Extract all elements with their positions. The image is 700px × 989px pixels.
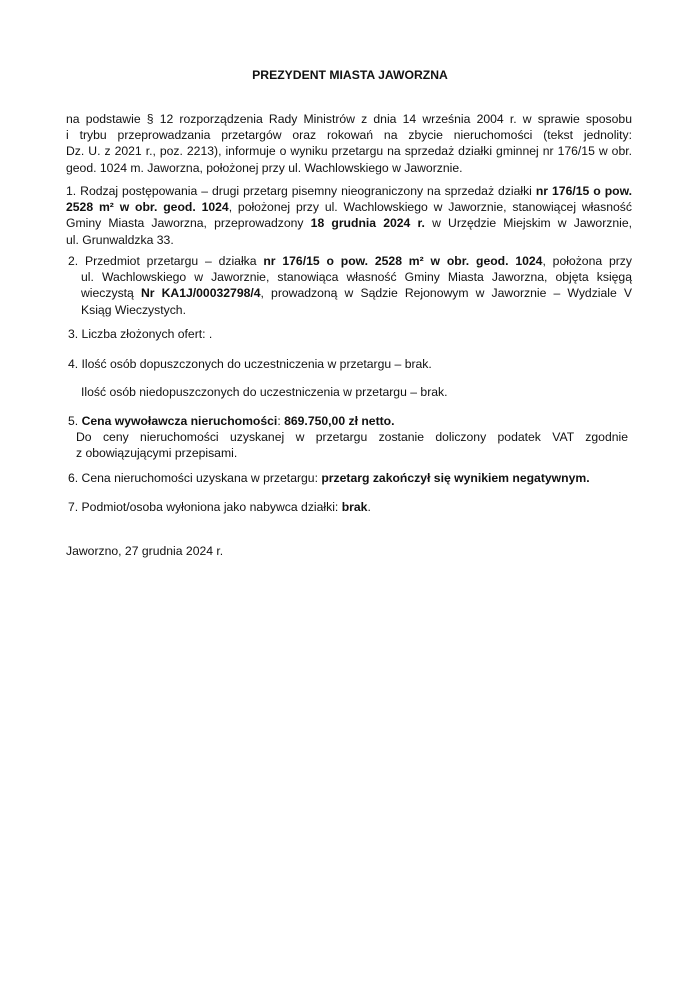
- intro-line-4: geod. 1024 m. Jaworzna, położonej przy ul. Wachlowskiego w Jaworznie.: [66, 160, 463, 175]
- item-1-text: w Urzędzie Miejskim w Jaworznie,: [424, 216, 632, 231]
- item-1-line-1: [66, 183, 632, 199]
- item-2-line-2: ul. Wachlowskiego w Jaworznie, stanowiąca własność Gminy Miasta Jaworzna, objęta księgą: [81, 270, 632, 285]
- item-2-line-1: [68, 253, 632, 269]
- item-5-colon: :: [277, 414, 285, 428]
- item-6-result: przetarg zakończył się wynikiem negatywnym.: [321, 471, 590, 485]
- item-1-paragraph: [66, 183, 632, 248]
- item-4-paragraph: 4. Ilość osób dopuszczonych do uczestniczenia w przetargu – brak.: [68, 357, 432, 371]
- item-2-paragraph: [68, 253, 632, 318]
- item-1-bold-date: 18 grudnia 2024 r.: [310, 216, 425, 231]
- item-2-line-4: Ksiąg Wieczystych.: [81, 302, 186, 317]
- item-6-text: 6. Cena nieruchomości uzyskana w przetargu:: [68, 471, 322, 485]
- item-1-bold-area: 2528 m² w obr. geod. 1024: [66, 200, 229, 215]
- item-1-bold-plot: nr 176/15 o pow.: [535, 184, 632, 198]
- item-5-price: 869.750,00 zł netto.: [284, 414, 395, 428]
- item-2-text: , położona przy: [542, 254, 632, 268]
- intro-line-3: Dz. U. z 2021 r., poz. 2213), informuje o wyniku przetargu na sprzedaż działki gminnej nr 176/15 w obr.: [66, 144, 632, 159]
- item-7-buyer: brak: [341, 500, 368, 514]
- item-1-text: Gminy Miasta Jaworzna, przeprowadzony: [66, 216, 311, 231]
- item-2-bold-register: Nr KA1J/00032798/4: [140, 286, 261, 301]
- item-7-paragraph: [68, 499, 634, 515]
- item-1-text: , położonej przy ul. Wachlowskiego w Jaworznie, stanowiącej własność: [228, 200, 632, 215]
- item-3-paragraph: 3. Liczba złożonych ofert: .: [68, 327, 213, 341]
- intro-line-1: na podstawie § 12 rozporządzenia Rady Ministrów z dnia 14 września 2004 r. w sprawie sposobu: [66, 112, 632, 126]
- item-2-bold-plot: nr 176/15 o pow. 2528 m² w obr. geod. 1024: [263, 254, 543, 268]
- item-1-text: 1. Rodzaj postępowania – drugi przetarg pisemny nieograniczony na sprzedaż działki: [66, 184, 536, 198]
- item-7-text: 7. Podmiot/osoba wyłoniona jako nabywca działki:: [68, 500, 342, 514]
- item-5-number: 5.: [68, 414, 82, 428]
- intro-line-2: i trybu przeprowadzania przetargów oraz rokowań na zbycie nieruchomości (tekst jednolity:: [66, 128, 632, 143]
- item-1-line-3: [66, 215, 632, 231]
- item-2-line-3: [68, 285, 632, 301]
- item-2-text: 2. Przedmiot przetargu – działka: [68, 254, 264, 268]
- date-line: Jaworzno, 27 grudnia 2024 r.: [66, 544, 224, 558]
- item-4-secondary-line: Ilość osób niedopuszczonych do uczestniczenia w przetargu – brak.: [81, 385, 448, 399]
- item-5-line-1: [68, 413, 628, 429]
- item-2-text: , prowadzoną w Sądzie Rejonowym w Jaworznie – Wydziale V: [260, 286, 632, 301]
- item-7-period: .: [367, 500, 371, 514]
- item-5-note-1: Do ceny nieruchomości uzyskanej w przetargu zostanie doliczony podatek VAT zgodnie: [76, 430, 628, 445]
- item-5-note-2: z obowiązującymi przepisami.: [76, 446, 238, 461]
- intro-paragraph: [66, 111, 632, 176]
- item-1-line-4: ul. Grunwaldzka 33.: [66, 232, 174, 247]
- item-5-paragraph: [68, 413, 628, 462]
- item-5-label: Cena wywoławcza nieruchomości: [81, 414, 278, 428]
- item-2-text: wieczystą: [81, 286, 141, 301]
- item-6-paragraph: [68, 470, 634, 486]
- document-title: PREZYDENT MIASTA JAWORZNA: [252, 68, 448, 82]
- item-1-line-2: [66, 199, 632, 215]
